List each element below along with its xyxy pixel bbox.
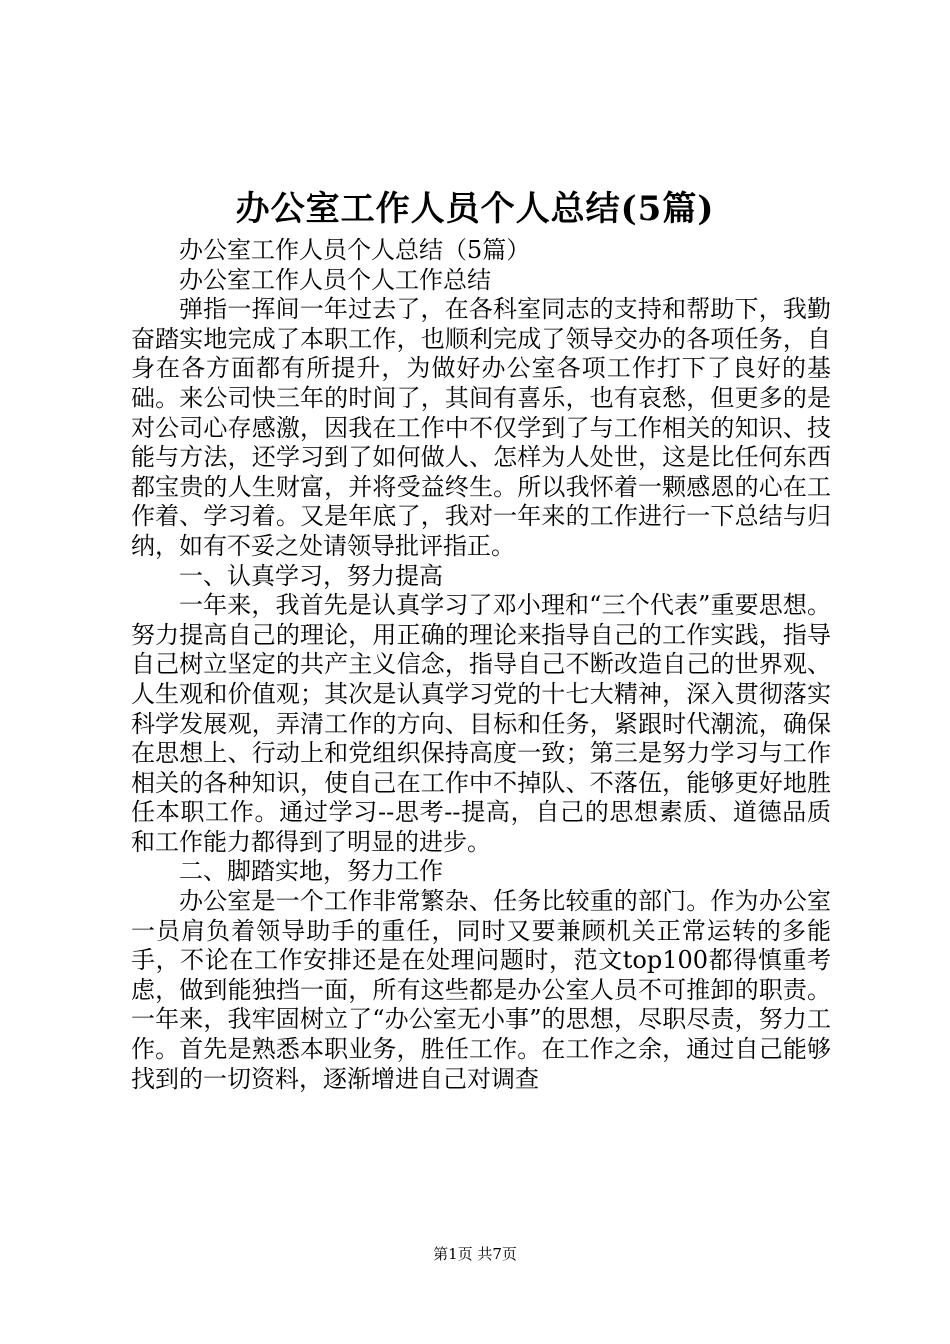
page-footer: 第1页 共7页 bbox=[433, 1245, 517, 1263]
paragraph-study: 一年来，我首先是认真学习了邓小理和“三个代表”重要思想。努力提高自己的理论，用正确的理论来指导自己的工作实践，指导自己树立坚定的共产主义信念，指导自己不断改造自己的世界观、人生观和价值观；其次是认真学习党的十七大精神，深入贯彻落实科学发展观，弄清工作的方向、目标和任务，紧跟时代潮流，确保在思想上、行动上和党组织保持高度一致；第三是努力学习与工作相关的各种知识，使自己在工作中不掉队、不落伍，能够更好地胜任本职工作。通过学习--思考--提高，自己的思想素质、道德品质和工作能力都得到了明显的进步。 bbox=[131, 591, 831, 856]
paragraph-subheading: 办公室工作人员个人工作总结 bbox=[179, 265, 491, 294]
paragraph-intro: 弹指一挥间一年过去了，在各科室同志的支持和帮助下，我勤奋踏实地完成了本职工作，也顺利完成了领导交办的各项任务，自身在各方面都有所提升，为做好办公室各项工作打下了良好的基础。来公司快三年的时间了，其间有喜乐，也有哀愁，但更多的是对公司心存感激，因我在工作中不仅学到了与工作相关的知识、技能与方法，还学习到了如何做人、怎样为人处世，这是比任何东西都宝贵的人生财富，并将受益终生。所以我怀着一颗感恩的心在工作着、学习着。又是年底了，我对一年来的工作进行一下总结与归纳，如有不妥之处请领导批评指正。 bbox=[131, 295, 831, 560]
paragraph-subtitle: 办公室工作人员个人总结（5篇） bbox=[179, 236, 531, 264]
section-heading-study: 一、认真学习，努力提高 bbox=[179, 561, 443, 590]
document-body bbox=[131, 236, 831, 1094]
paragraph-work: 办公室是一个工作非常繁杂、任务比较重的部门。作为办公室一员肩负着领导助手的重任，同时又要兼顾机关正常运转的多能手，不论在工作安排还是在处理问题时，范文top100都得慎重考虑，做到能独挡一面，所有这些都是办公室人员不可推卸的职责。一年来，我牢固树立了“办公室无小事”的思想，尽职尽责，努力工作。首先是熟悉本职业务，胜任工作。在工作之余，通过自己能够找到的一切资料，逐渐增进自己对调查 bbox=[131, 887, 831, 1093]
section-heading-work: 二、脚踏实地，努力工作 bbox=[179, 857, 443, 886]
document-title: 办公室工作人员个人总结(5篇) bbox=[235, 189, 715, 229]
